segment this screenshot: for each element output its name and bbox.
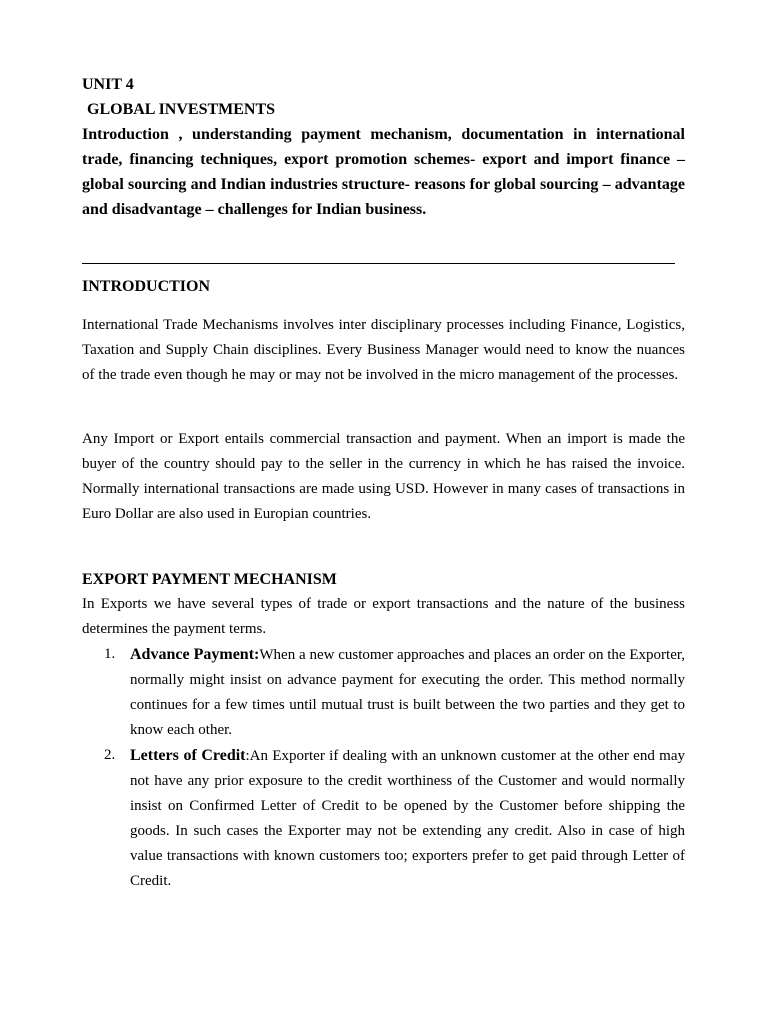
list-item-label: Advance Payment: [130, 646, 260, 663]
list-item-text: When a new customer approaches and places an order on the Exporter, normally might insist on advance payment for executing the order. This method normally continues for a few times until mutual trust is built between the two parties and they get to know each other. [130, 647, 686, 738]
section-divider [82, 263, 675, 264]
introduction-heading: INTRODUCTION [82, 278, 211, 295]
export-payment-intro: In Exports we have several types of trade or export transactions and the nature of the business determines the payment terms. [82, 596, 685, 637]
list-item-text: :An Exporter if dealing with an unknown customer at the other end may not have any prior exposure to the credit worthiness of the Customer and would normally insist on Confirmed Letter of Credit to be opened by the Customer before shipping the goods. In such cases the Exporter may not be extending any credit. Also in case of high value transactions with known customers too; exporters prefer to get paid through Letter of Credit. [130, 748, 685, 889]
syllabus-summary: Introduction , understanding payment mechanism, documentation in international trade, financing techniques, export promotion schemes- export and import finance – global sourcing and Indian industries structure- reasons for global sourcing – advantage and disadvantage – challenges for Indian business. [82, 126, 685, 218]
unit-number: UNIT 4 [82, 76, 134, 93]
list-item-advance-payment [130, 642, 685, 743]
introduction-paragraph-1: International Trade Mechanisms involves inter disciplinary processes including Finance, Logistics, Taxation and Supply Chain disciplines. Every Business Manager would need to know the nuances of the trade even though he may or may not be involved in the micro management of the processes. [82, 317, 685, 383]
unit-title: GLOBAL INVESTMENTS [87, 101, 276, 118]
list-item-letters-of-credit [130, 743, 685, 894]
list-item-label: Letters of Credit [130, 747, 246, 764]
list-number: 2. [104, 747, 116, 763]
export-payment-heading: EXPORT PAYMENT MECHANISM [82, 571, 337, 588]
introduction-paragraph-2: Any Import or Export entails commercial transaction and payment. When an import is made the buyer of the country should pay to the seller in the currency in which he has raised the invoice. Normally international transactions are made using USD. However in many cases of transactions in Euro Dollar are also used in Europian countries. [82, 431, 685, 522]
list-number: 1. [104, 646, 116, 662]
